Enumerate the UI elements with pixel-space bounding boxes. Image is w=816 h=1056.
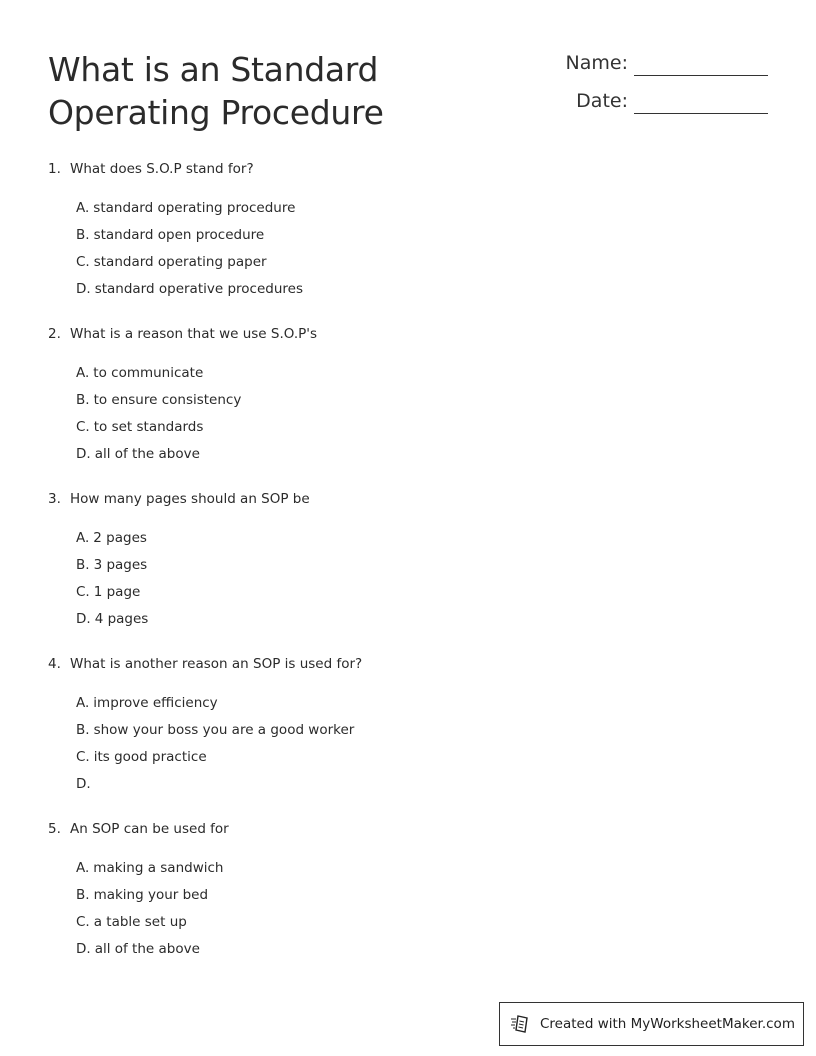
option-text: to communicate bbox=[93, 365, 204, 381]
option-text: all of the above bbox=[94, 446, 200, 462]
option-letter: B. bbox=[76, 557, 90, 573]
answer-option-b[interactable] bbox=[76, 391, 748, 409]
question-number: 4. bbox=[48, 656, 61, 672]
option-letter: D. bbox=[76, 611, 91, 627]
date-label: Date: bbox=[576, 90, 628, 112]
option-letter: C. bbox=[76, 254, 90, 270]
option-letter: C. bbox=[76, 584, 90, 600]
option-text: making your bed bbox=[93, 887, 209, 903]
answer-option-c[interactable] bbox=[76, 913, 748, 931]
question-2 bbox=[48, 325, 748, 463]
question-number: 1. bbox=[48, 161, 61, 177]
option-text: its good practice bbox=[93, 749, 207, 765]
answer-options bbox=[48, 364, 748, 463]
answer-option-a[interactable] bbox=[76, 199, 748, 217]
option-letter: A. bbox=[76, 200, 90, 216]
option-text: to set standards bbox=[93, 419, 204, 435]
question-list bbox=[48, 160, 748, 985]
name-label: Name: bbox=[565, 52, 628, 74]
answer-option-a[interactable] bbox=[76, 529, 748, 547]
answer-option-a[interactable] bbox=[76, 859, 748, 877]
student-info-fields bbox=[560, 50, 770, 126]
answer-option-c[interactable] bbox=[76, 253, 748, 271]
answer-options bbox=[48, 859, 748, 958]
question-text bbox=[48, 655, 748, 673]
option-letter: D. bbox=[76, 446, 91, 462]
option-letter: D. bbox=[76, 281, 91, 297]
option-letter: A. bbox=[76, 695, 90, 711]
question-text bbox=[48, 325, 748, 343]
question-prompt: An SOP can be used for bbox=[70, 821, 229, 837]
answer-option-d[interactable] bbox=[76, 445, 748, 463]
option-letter: C. bbox=[76, 749, 90, 765]
answer-options bbox=[48, 199, 748, 298]
answer-option-d[interactable] bbox=[76, 775, 748, 793]
option-text: a table set up bbox=[93, 914, 187, 930]
worksheet-maker-logo-icon bbox=[510, 1013, 532, 1035]
question-5 bbox=[48, 820, 748, 958]
question-3 bbox=[48, 490, 748, 628]
question-text bbox=[48, 160, 748, 178]
answer-option-a[interactable] bbox=[76, 364, 748, 382]
answer-options bbox=[48, 694, 748, 793]
answer-option-c[interactable] bbox=[76, 583, 748, 601]
option-text: standard operating procedure bbox=[93, 200, 296, 216]
worksheet-title: What is an Standard Operating Procedure bbox=[48, 50, 384, 132]
answer-option-d[interactable] bbox=[76, 940, 748, 958]
answer-option-b[interactable] bbox=[76, 226, 748, 244]
option-text: standard operating paper bbox=[93, 254, 267, 270]
option-letter: A. bbox=[76, 530, 90, 546]
option-text: 3 pages bbox=[93, 557, 148, 573]
question-text bbox=[48, 490, 748, 508]
option-letter: C. bbox=[76, 419, 90, 435]
option-text: standard open procedure bbox=[93, 227, 265, 243]
answer-option-d[interactable] bbox=[76, 610, 748, 628]
option-text: making a sandwich bbox=[93, 860, 224, 876]
answer-option-b[interactable] bbox=[76, 721, 748, 739]
question-number: 5. bbox=[48, 821, 61, 837]
question-prompt: What is a reason that we use S.O.P's bbox=[70, 326, 318, 342]
option-letter: B. bbox=[76, 227, 90, 243]
answer-option-a[interactable] bbox=[76, 694, 748, 712]
option-letter: B. bbox=[76, 392, 90, 408]
name-blank-line[interactable] bbox=[634, 75, 768, 76]
option-letter: A. bbox=[76, 365, 90, 381]
option-text: all of the above bbox=[94, 941, 200, 957]
question-1 bbox=[48, 160, 748, 298]
answer-option-c[interactable] bbox=[76, 418, 748, 436]
question-number: 3. bbox=[48, 491, 61, 507]
answer-option-c[interactable] bbox=[76, 748, 748, 766]
answer-option-b[interactable] bbox=[76, 556, 748, 574]
answer-option-d[interactable] bbox=[76, 280, 748, 298]
date-field[interactable] bbox=[560, 88, 770, 126]
option-text: to ensure consistency bbox=[93, 392, 242, 408]
question-prompt: What is another reason an SOP is used for? bbox=[70, 656, 363, 672]
question-prompt: How many pages should an SOP be bbox=[70, 491, 310, 507]
option-text: show your boss you are a good worker bbox=[93, 722, 355, 738]
answer-option-b[interactable] bbox=[76, 886, 748, 904]
option-text: 2 pages bbox=[93, 530, 147, 546]
option-letter: C. bbox=[76, 914, 90, 930]
option-letter: B. bbox=[76, 722, 90, 738]
option-letter: B. bbox=[76, 887, 90, 903]
footer-credit-text: Created with MyWorksheetMaker.com bbox=[540, 1016, 795, 1032]
question-number: 2. bbox=[48, 326, 61, 342]
question-4 bbox=[48, 655, 748, 793]
option-text: standard operative procedures bbox=[94, 281, 303, 297]
option-text: improve efficiency bbox=[93, 695, 218, 711]
question-text bbox=[48, 820, 748, 838]
name-field[interactable] bbox=[560, 50, 770, 88]
option-letter: A. bbox=[76, 860, 90, 876]
date-blank-line[interactable] bbox=[634, 113, 768, 114]
option-letter: D. bbox=[76, 941, 91, 957]
option-text: 4 pages bbox=[94, 611, 149, 627]
answer-options bbox=[48, 529, 748, 628]
option-letter: D. bbox=[76, 776, 91, 792]
question-prompt: What does S.O.P stand for? bbox=[70, 161, 254, 177]
created-with-badge[interactable] bbox=[499, 1002, 804, 1046]
option-text: 1 page bbox=[93, 584, 141, 600]
